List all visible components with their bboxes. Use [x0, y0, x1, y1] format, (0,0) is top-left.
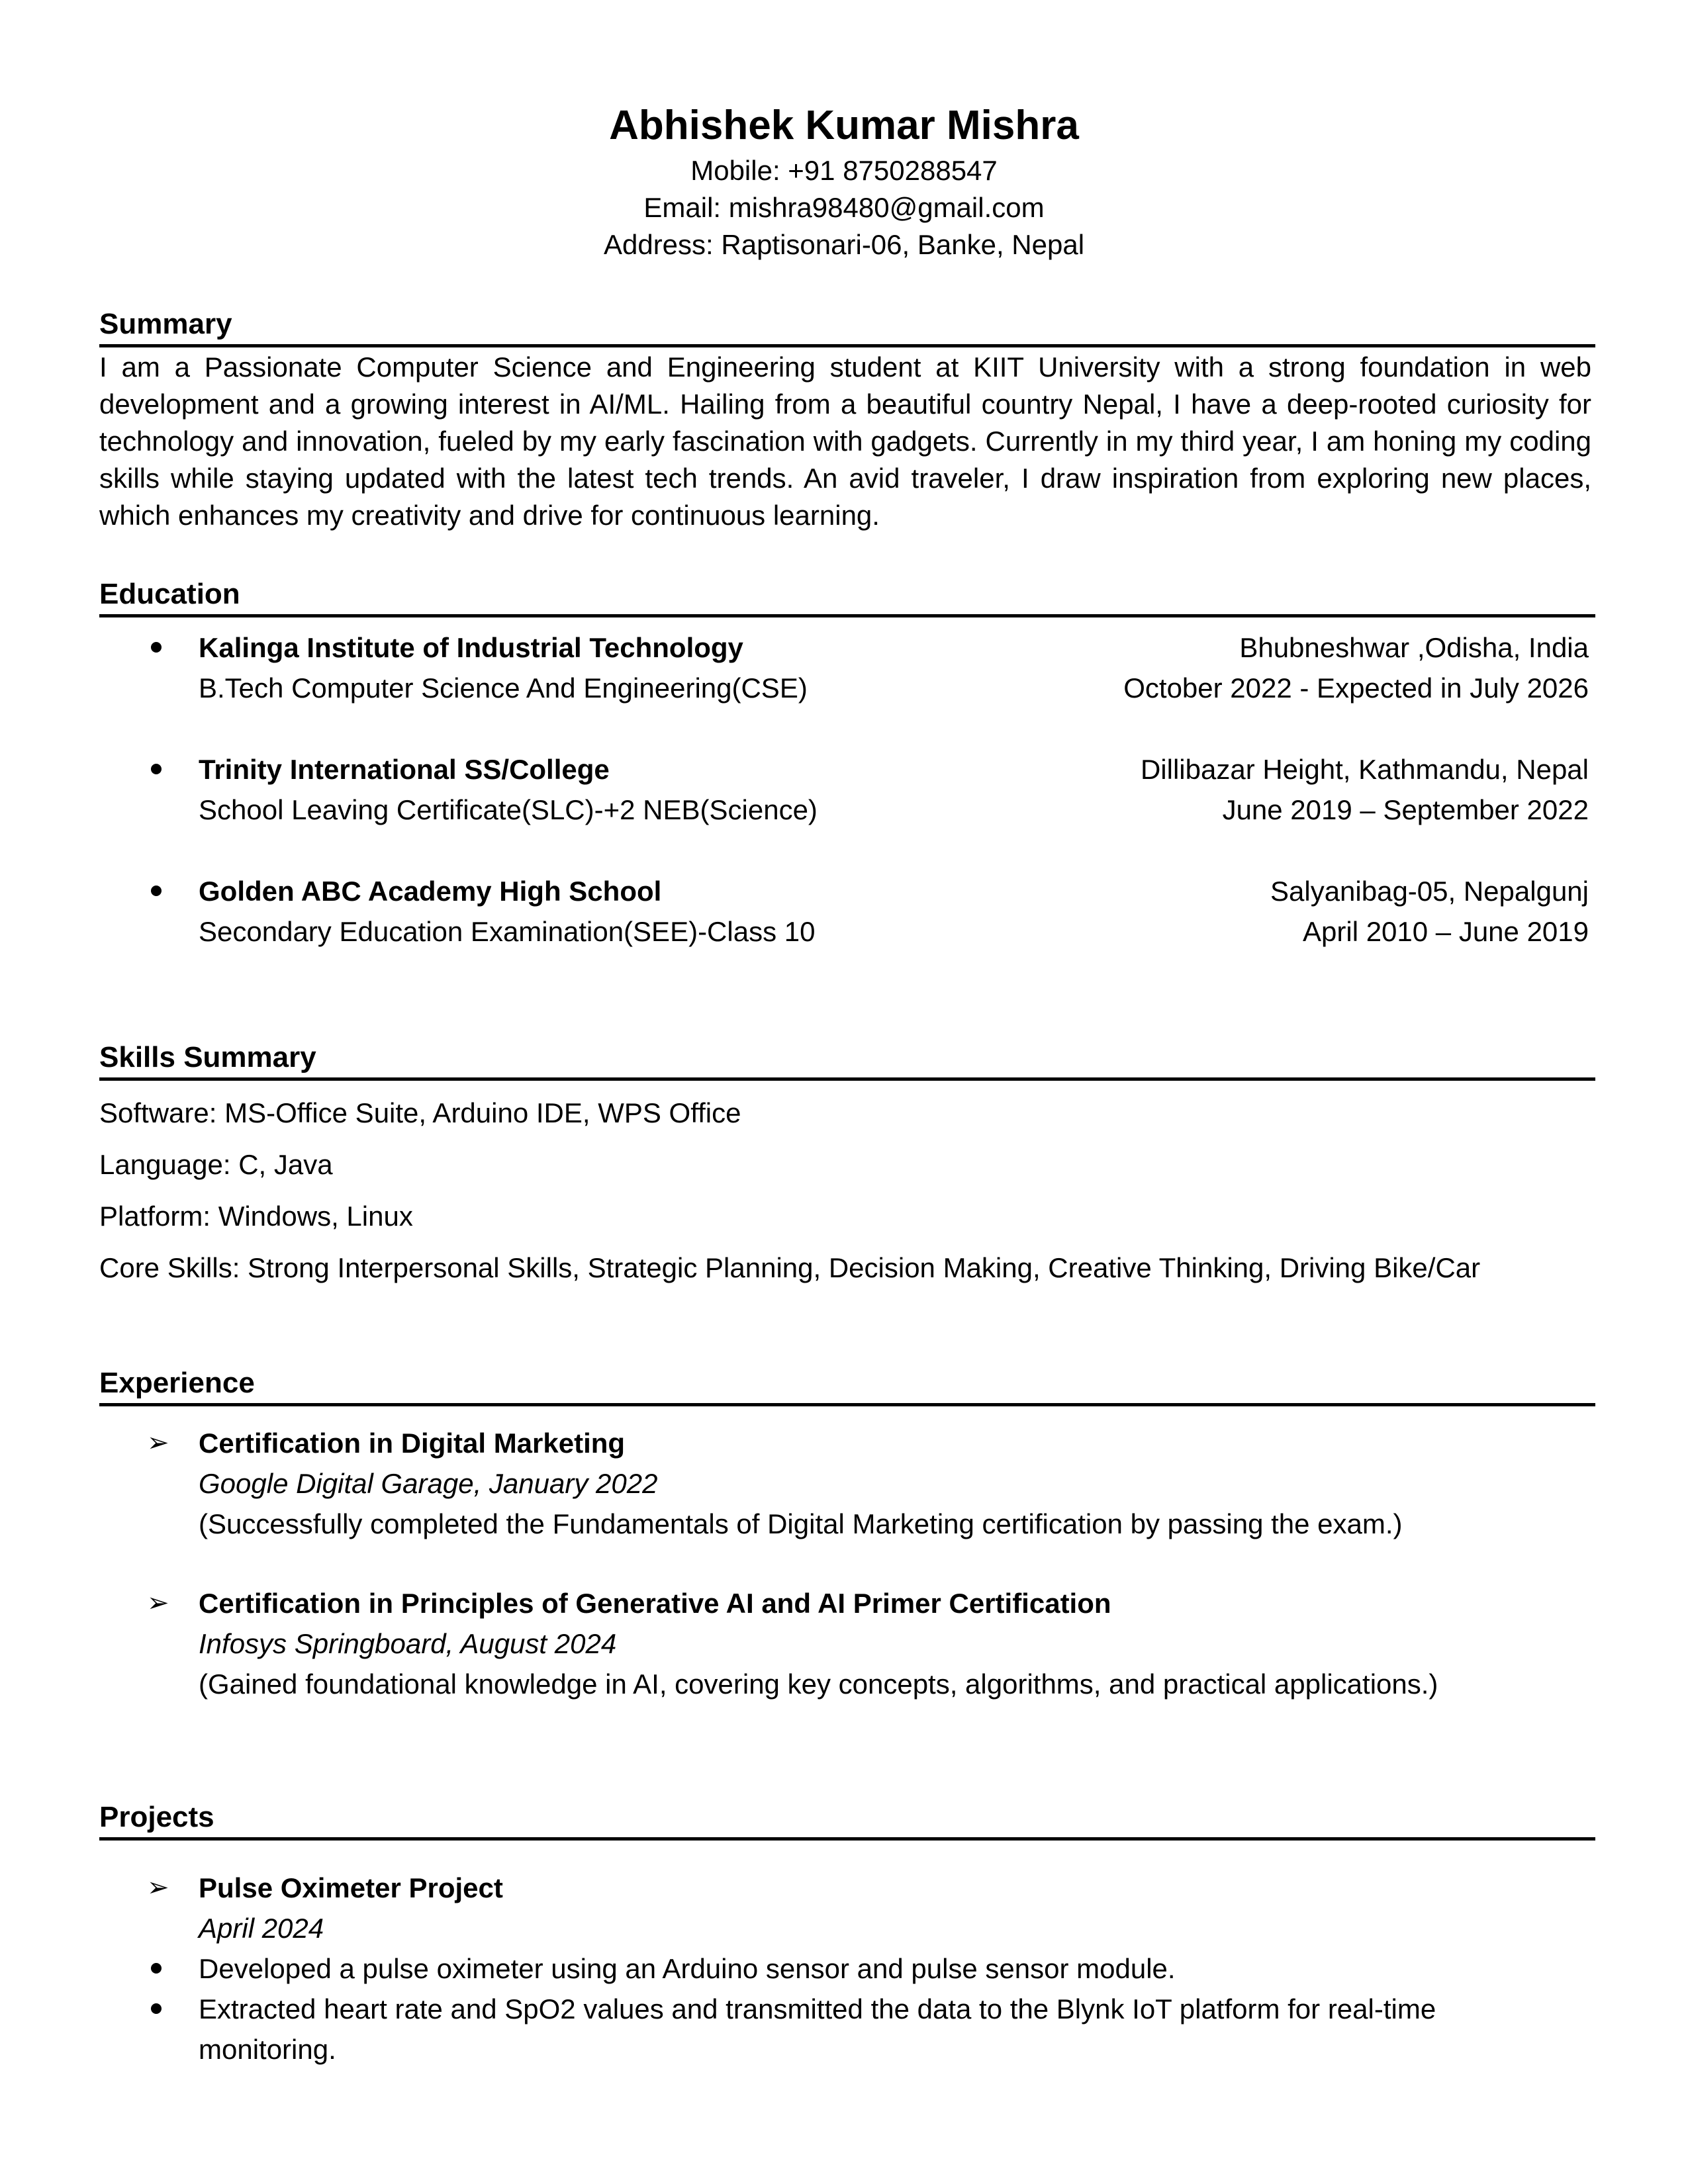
experience-body	[199, 1423, 1589, 1544]
education-entry	[99, 749, 1589, 830]
experience-issuer: Infosys Springboard, August 2024	[199, 1628, 617, 1659]
email-address: Email: mishra98480@gmail.com	[643, 192, 1045, 223]
institution-location: Dillibazar Height, Kathmandu, Nepal	[1140, 754, 1589, 785]
education-left	[199, 871, 815, 952]
resume-header	[0, 99, 1688, 263]
institution-name: Golden ABC Academy High School	[199, 876, 662, 907]
experience-title: Certification in Principles of Generative AI and AI Primer Certification	[199, 1588, 1111, 1619]
education-section	[99, 576, 1595, 946]
education-right	[1123, 627, 1589, 708]
project-bullet-text: Developed a pulse oximeter using an Arduino sensor and pulse sensor module.	[199, 1953, 1176, 1984]
postal-address: Address: Raptisonari-06, Banke, Nepal	[603, 229, 1085, 260]
education-left	[199, 749, 818, 830]
degree-name: School Leaving Certificate(SLC)-+2 NEB(Science)	[199, 794, 818, 825]
skill-core: Core Skills: Strong Interpersonal Skills, Strategic Planning, Decision Making, Creative Thinking, Driving Bike/Car	[99, 1252, 1481, 1283]
summary-section	[99, 306, 1595, 534]
skills-list	[99, 1087, 1595, 1294]
institution-name: Trinity International SS/College	[199, 754, 610, 785]
arrow-bullet-icon: ➢	[147, 1873, 169, 1902]
project-title: Pulse Oximeter Project	[199, 1872, 503, 1903]
experience-section	[99, 1365, 1595, 1735]
experience-body	[199, 1583, 1589, 1704]
institution-location: Salyanibag-05, Nepalgunj	[1270, 876, 1589, 907]
summary-heading: Summary	[99, 306, 1595, 347]
bullet-icon	[151, 1963, 162, 1974]
education-heading: Education	[99, 576, 1595, 617]
education-dates: June 2019 – September 2022	[1222, 794, 1589, 825]
arrow-bullet-icon: ➢	[147, 1588, 169, 1617]
summary-text: I am a Passionate Computer Science and Engineering student at KIIT University with a strong foundation in web development and a growing interest in AI/ML. Hailing from a beautiful country Nepal, I have a deep-rooted curiosity for technology and innovation, fueled by my early fascination with gadgets. Currently in my third year, I am honing my coding skills while staying updated with the latest tech trends. An avid traveler, I draw inspiration from exploring new places, which enhances my creativity and drive for continuous learning.	[99, 351, 1591, 531]
skill-software: Software: MS-Office Suite, Arduino IDE, WPS Office	[99, 1097, 741, 1128]
project-bullet-text: Extracted heart rate and SpO2 values and transmitted the data to the Blynk IoT platform for real-time monitoring.	[199, 1993, 1436, 2065]
project-body	[199, 1868, 1589, 1948]
education-right	[1141, 749, 1589, 830]
education-entry	[99, 627, 1589, 708]
projects-section	[99, 1799, 1595, 2090]
bullet-icon	[151, 2003, 162, 2014]
experience-description: (Gained foundational knowledge in AI, covering key concepts, algorithms, and practical applications.)	[199, 1668, 1438, 1700]
institution-location: Bhubneshwar ,Odisha, India	[1239, 632, 1589, 663]
skill-language: Language: C, Java	[99, 1149, 333, 1180]
skills-heading: Skills Summary	[99, 1039, 1595, 1081]
education-right	[1270, 871, 1589, 952]
mobile-number: Mobile: +91 8750288547	[690, 155, 998, 186]
bullet-icon	[151, 764, 162, 774]
bullet-icon	[151, 642, 162, 653]
experience-description: (Successfully completed the Fundamentals of Digital Marketing certification by passing the exam.)	[199, 1508, 1403, 1539]
arrow-bullet-icon: ➢	[147, 1428, 169, 1457]
skill-platform: Platform: Windows, Linux	[99, 1201, 413, 1232]
candidate-name: Abhishek Kumar Mishra	[609, 103, 1079, 148]
degree-name: Secondary Education Examination(SEE)-Class 10	[199, 916, 816, 947]
experience-heading: Experience	[99, 1365, 1595, 1406]
bullet-icon	[151, 886, 162, 896]
education-dates: October 2022 - Expected in July 2026	[1123, 672, 1589, 704]
education-dates: April 2010 – June 2019	[1303, 916, 1589, 947]
experience-issuer: Google Digital Garage, January 2022	[199, 1468, 658, 1499]
education-left	[199, 627, 808, 708]
education-entry	[99, 871, 1589, 952]
skills-section	[99, 1039, 1595, 1294]
institution-name: Kalinga Institute of Industrial Technology	[199, 632, 743, 663]
degree-name: B.Tech Computer Science And Engineering(CSE)	[199, 672, 808, 704]
project-date: April 2024	[199, 1913, 324, 1944]
experience-title: Certification in Digital Marketing	[199, 1428, 626, 1459]
projects-heading: Projects	[99, 1799, 1595, 1841]
